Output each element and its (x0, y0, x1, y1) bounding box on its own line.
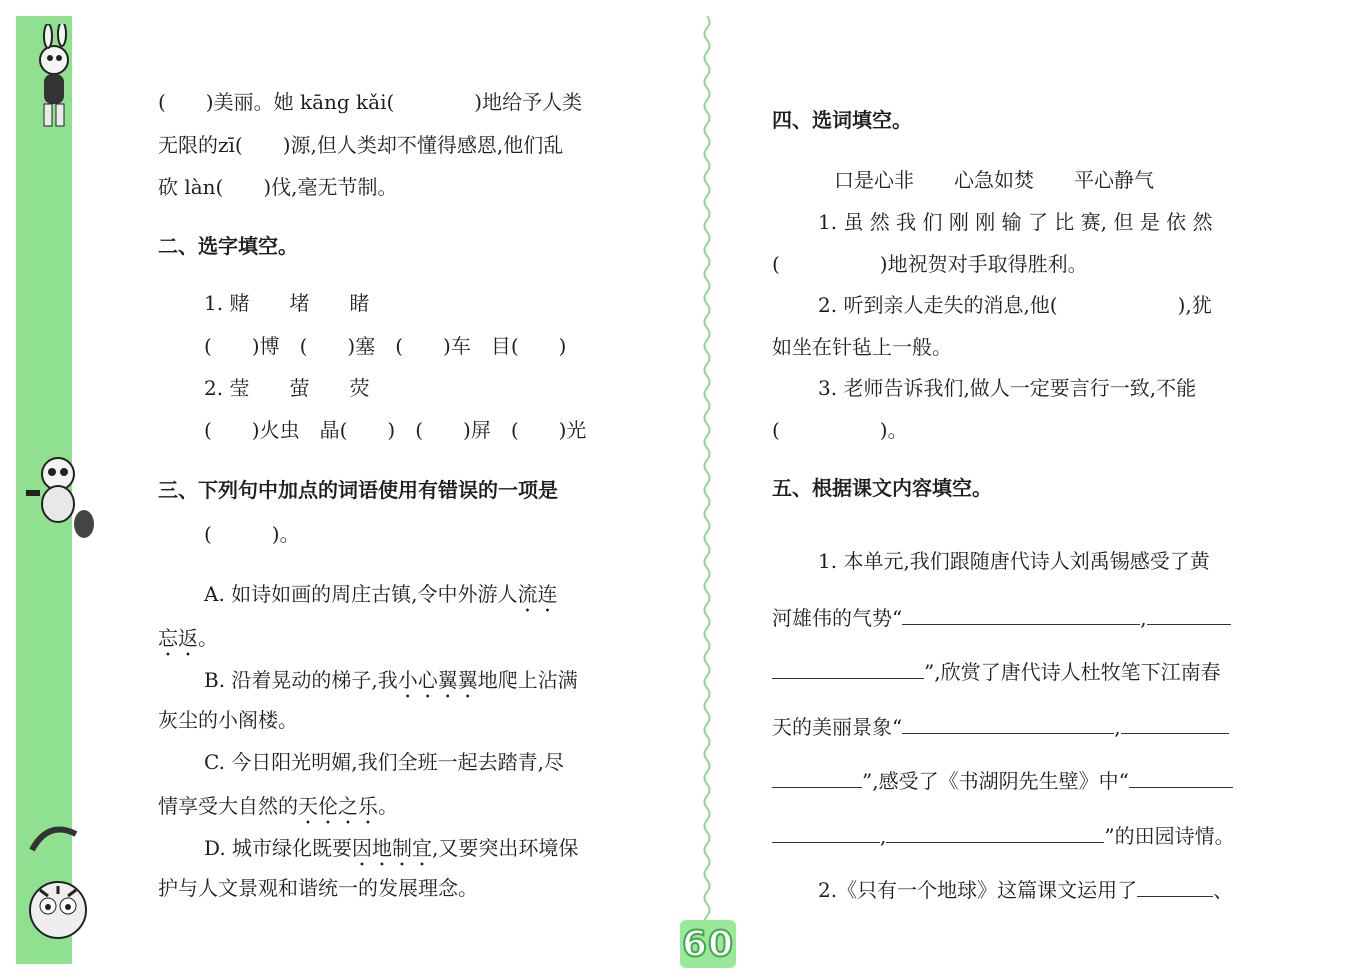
option-d-line-2: 护与人文景观和谐统一的发展理念。 (158, 876, 478, 900)
s5-q1-line-2: 河雄伟的气势“ , (772, 606, 1231, 628)
s2-line-1: 1. 赌 堵 睹 (204, 291, 370, 315)
s4-line-1: 1. 虽 然 我 们 刚 刚 输 了 比 赛, 但 是 依 然 (818, 210, 1213, 234)
answer-blank (1129, 769, 1233, 788)
center-divider (700, 16, 714, 964)
s2-line-4: ( )火虫 晶( ) ( )屏 ( )光 (204, 418, 587, 442)
s5-q1-line-1: 1. 本单元,我们跟随唐代诗人刘禹锡感受了黄 (818, 549, 1210, 573)
section-4-title: 四、选词填空。 (772, 108, 912, 132)
answer-blank (772, 824, 880, 843)
s5-q1-line-4: 天的美丽景象“ , (772, 715, 1229, 737)
dotted-word: 小心翼翼 (397, 668, 478, 692)
tiger-mascot-icon (18, 820, 98, 950)
dotted-word: 忘返 (158, 626, 198, 650)
s5-q2-line: 2.《只有一个地球》这篇课文运用了 、 (818, 878, 1234, 902)
s5-q1-line-6: , ”的田园诗情。 (772, 824, 1235, 846)
s4-line-5: 3. 老师告诉我们,做人一定要言行一致,不能 (818, 376, 1197, 400)
answer-blank (902, 715, 1114, 734)
s4-line-2: ( )地祝贺对手取得胜利。 (772, 252, 1088, 276)
option-b-line-2: 灰尘的小阁楼。 (158, 708, 298, 732)
s2-line-3: 2. 莹 萤 荧 (204, 376, 370, 400)
intro-line-2: 无限的zī( )源,但人类却不懂得感恩,他们乱 (158, 133, 564, 157)
intro-line-1: ( )美丽。她 kāng kǎi( )地给予人类 (158, 90, 583, 114)
answer-blank (886, 824, 1104, 843)
raccoon-mascot-icon (18, 450, 98, 545)
option-a-line-2: 忘返。 (158, 626, 218, 650)
option-b-line-1: B. 沿着晃动的梯子,我小心翼翼地爬上沾满 (204, 668, 578, 692)
answer-blank (772, 769, 862, 788)
s2-line-2: ( )博 ( )塞 ( )车 目( ) (204, 334, 567, 358)
answer-blank (772, 660, 924, 679)
s4-line-3: 2. 听到亲人走失的消息,他( ),犹 (818, 293, 1212, 317)
intro-line-3: 砍 làn( )伐,毫无节制。 (158, 175, 398, 199)
s5-q1-line-3: ”,欣赏了唐代诗人杜牧笔下江南春 (772, 660, 1221, 682)
section-3-title: 三、下列句中加点的词语使用有错误的一项是 (158, 478, 558, 502)
answer-blank (1147, 606, 1231, 625)
s4-word-bank: 口是心非 心急如焚 平心静气 (834, 168, 1154, 192)
answer-blank (1137, 878, 1213, 897)
option-c-line-1: C. 今日阳光明媚,我们全班一起去踏青,尽 (204, 750, 565, 774)
answer-blank (1121, 715, 1229, 734)
dotted-word: 流连 (517, 582, 558, 606)
page-number-badge (680, 920, 736, 968)
option-a-line-1: A. 如诗如画的周庄古镇,令中外游人流连 (204, 582, 558, 606)
section-2-title: 二、选字填空。 (158, 234, 298, 258)
s5-q1-line-5: ”,感受了《书湖阴先生壁》中“ (772, 769, 1233, 791)
page-number: 60 (681, 923, 735, 965)
rabbit-mascot-icon (18, 24, 98, 134)
option-c-line-2: 情享受大自然的天伦之乐。 (158, 794, 398, 818)
s4-line-6: ( )。 (772, 418, 908, 442)
section-5-title: 五、根据课文内容填空。 (772, 476, 992, 500)
option-d-line-1: D. 城市绿化既要因地制宜,又要突出环境保 (204, 836, 579, 860)
s4-line-4: 如坐在针毡上一般。 (772, 335, 952, 359)
s3-answer-blank: ( )。 (204, 522, 300, 546)
dotted-word: 因地制宜 (352, 836, 433, 860)
dotted-word: 天伦之乐 (298, 794, 378, 818)
answer-blank (902, 606, 1140, 625)
